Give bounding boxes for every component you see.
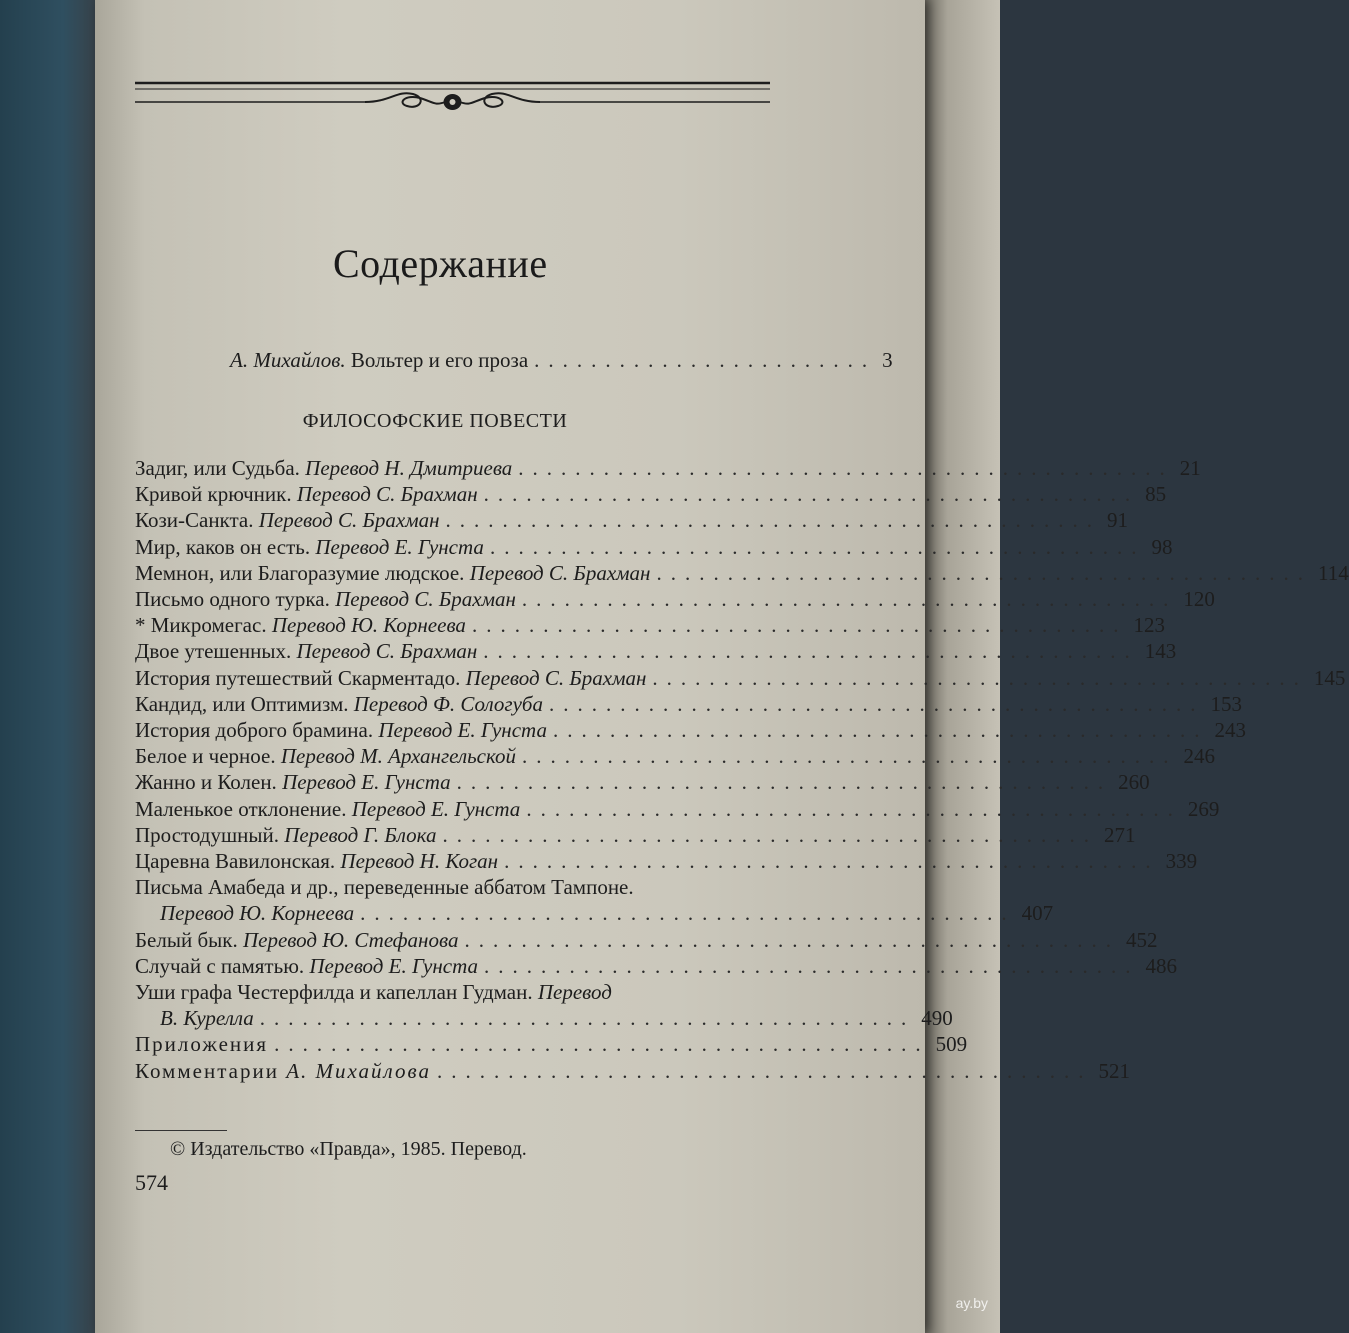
leader-dots: ........................ xyxy=(534,348,877,372)
toc-entry-page: 114 xyxy=(1317,560,1349,585)
toc-entry-page: 91 xyxy=(1107,508,1129,533)
toc-entry-text: Случай с памятью. xyxy=(135,953,305,978)
toc-entry-title xyxy=(135,927,458,953)
toc-entry-title xyxy=(160,1005,254,1031)
toc-entry-text: Вольтер и его проза xyxy=(345,348,529,372)
toc-entry-text: Уши графа Честерфилда и капеллан Гудман. xyxy=(135,980,533,1004)
leader-dots: .............................................. xyxy=(442,822,1098,847)
toc-entry-page: 243 xyxy=(1214,718,1246,742)
toc-entry-page: 521 xyxy=(1098,1058,1130,1083)
leader-dots: .............................................. xyxy=(483,639,1139,664)
toc-entry-translator: Перевод С. Брахман xyxy=(460,665,647,690)
toc-entry-translator: Перевод Н. Дмитриева xyxy=(299,456,513,480)
leader-dots: .............................................. xyxy=(436,1058,1093,1083)
toc-entry xyxy=(135,586,1215,612)
toc-entry-translator: Перевод Е. Гунста xyxy=(346,796,521,821)
leader-dots: .............................................. xyxy=(652,665,1308,690)
toc-entry-text: Царевна Вавилонская. xyxy=(135,849,336,873)
toc-entry-page: 271 xyxy=(1103,822,1136,847)
toc-entry-page: 339 xyxy=(1165,849,1198,873)
leader-dots: .............................................. xyxy=(360,901,1016,926)
toc-entry xyxy=(135,822,1136,848)
toc-entry-title xyxy=(135,1031,268,1057)
toc-entry-text: Приложения xyxy=(135,1032,269,1057)
decorative-ornament xyxy=(135,80,770,116)
leader-dots: .............................................. xyxy=(464,927,1120,952)
toc-entry-title xyxy=(135,560,650,586)
toc-entry-page: 145 xyxy=(1313,665,1346,690)
leader-dots: .............................................. xyxy=(521,587,1178,611)
toc-entry-title xyxy=(135,769,451,795)
toc-entry-title xyxy=(135,874,634,900)
toc-entry-page: 407 xyxy=(1021,901,1054,926)
toc-entry-title xyxy=(135,979,612,1005)
toc-entry-translator: Перевод С. Брахман xyxy=(464,560,651,585)
leader-dots: .............................................. xyxy=(504,849,1160,873)
page-number: 574 xyxy=(135,1170,168,1195)
toc-entry-page: 85 xyxy=(1145,482,1167,507)
toc-entry-text: Кандид, или Оптимизм. xyxy=(135,691,349,716)
toc-entry-translator: Перевод Ю. Стефанова xyxy=(237,927,459,952)
toc-entry-translator: Перевод Ю. Корнеева xyxy=(160,901,355,926)
toc-entry-text: История путешествий Скарментадо. xyxy=(135,665,461,690)
toc-entry xyxy=(135,691,1242,717)
toc-entry-multiline xyxy=(135,874,760,900)
toc-entry-intro xyxy=(230,347,893,373)
toc-entry-text: Мемнон, или Благоразумие людское. xyxy=(135,560,465,585)
watermark: ay.by xyxy=(955,1295,988,1311)
toc-entry-text: Белое и черное. xyxy=(135,744,276,769)
leader-dots: .............................................. xyxy=(445,508,1102,533)
toc-entry-title xyxy=(135,507,440,533)
toc-entry-translator: Перевод С. Брахман xyxy=(253,508,440,533)
toc-entry-page: 153 xyxy=(1210,691,1242,716)
toc-entry-page: 123 xyxy=(1133,613,1165,638)
toc-entry-page: 509 xyxy=(935,1032,968,1057)
copyright-notice: © Издательство «Правда», 1985. Перевод. xyxy=(170,1138,527,1160)
toc-entry-text: Комментарии xyxy=(135,1058,279,1083)
leader-dots: .............................................. xyxy=(489,534,1146,559)
toc-entry-page: 260 xyxy=(1118,770,1150,795)
divider xyxy=(135,1130,227,1131)
toc-entry-page: 143 xyxy=(1144,639,1177,664)
toc-entry-title xyxy=(160,900,354,926)
leader-dots: .............................................. xyxy=(483,482,1140,507)
toc-entry-continuation xyxy=(160,900,1054,926)
toc-entry-translator: Перевод Ф. Сологуба xyxy=(348,691,543,716)
toc-entry-title xyxy=(135,612,466,638)
toc-entry xyxy=(135,560,1349,586)
leader-dots: .............................................. xyxy=(471,613,1128,638)
toc-entry-page: 269 xyxy=(1187,796,1220,821)
toc-entry-comments xyxy=(135,1058,1130,1084)
toc-entry-continuation xyxy=(160,1005,953,1031)
toc-entry-translator: Перевод С. Брахман xyxy=(291,639,478,664)
leader-dots: .............................................. xyxy=(518,456,1174,480)
leader-dots: .............................................. xyxy=(484,953,1140,978)
toc-entry-title xyxy=(135,455,512,481)
toc-entry-translator: Перевод Г. Блока xyxy=(279,822,437,847)
leader-dots: .............................................. xyxy=(274,1032,930,1057)
toc-entry xyxy=(135,717,1246,743)
toc-entry-title xyxy=(135,481,478,507)
toc-entry-page: 21 xyxy=(1179,456,1201,480)
toc-entry-translator: А. Михайлова xyxy=(278,1058,431,1083)
toc-entry-translator: В. Курелла xyxy=(160,1006,254,1031)
toc-entry-text: Мир, каков он есть. xyxy=(135,534,311,559)
toc-entry-page: 452 xyxy=(1125,927,1158,952)
toc-entry-title xyxy=(135,691,543,717)
leader-dots: .............................................. xyxy=(522,744,1178,769)
toc-entry-text: Письмо одного турка. xyxy=(135,587,330,611)
toc-entry-page: 120 xyxy=(1183,587,1215,611)
toc-entry-text: Кривой крючник. xyxy=(135,482,292,507)
toc-entry-translator: Перевод С. Брахман xyxy=(329,587,516,611)
toc-entry xyxy=(135,848,1198,874)
toc-entry xyxy=(135,507,1129,533)
toc-entry xyxy=(135,796,1220,822)
toc-entry-translator: Перевод Н. Коган xyxy=(335,849,499,873)
toc-entry-page: 490 xyxy=(921,1006,953,1031)
toc-entry-text: Маленькое отклонение. xyxy=(135,796,347,821)
leader-dots: .............................................. xyxy=(259,1006,916,1031)
toc-entry-page: 246 xyxy=(1183,744,1216,769)
toc-entry-translator: Перевод Е. Гунста xyxy=(276,770,451,795)
toc-entry-title xyxy=(135,638,477,664)
toc-entry xyxy=(135,743,1216,769)
toc-entry xyxy=(135,612,1165,638)
toc-entry-text: Письма Амабеда и др., переведенные аббатом Тампоне. xyxy=(135,875,634,900)
leader-dots: .............................................. xyxy=(656,560,1312,585)
toc-entry-translator: Перевод М. Архангельской xyxy=(275,744,517,769)
toc-entry xyxy=(135,455,1201,481)
leader-dots: .............................................. xyxy=(456,770,1113,795)
toc-entry-text: Простодушный. xyxy=(135,822,279,847)
toc-entry-title xyxy=(230,347,528,373)
toc-entry xyxy=(135,953,1177,979)
toc-entry xyxy=(135,665,1346,691)
toc-entry-text: История доброго брамина. xyxy=(135,718,374,742)
toc-entry-translator: Перевод Ю. Корнеева xyxy=(266,613,466,638)
toc-entry-title xyxy=(135,717,547,743)
toc-entry-translator: Перевод С. Брахман xyxy=(291,482,478,507)
toc-entry-title xyxy=(135,586,516,612)
toc-entry-text: Двое утешенных. xyxy=(135,639,292,664)
leader-dots: .............................................. xyxy=(552,718,1209,742)
toc-entry-translator: Перевод Е. Гунста xyxy=(310,534,484,559)
toc-entry-page: 3 xyxy=(882,348,893,372)
toc-entry xyxy=(135,927,1158,953)
toc-entry-title xyxy=(135,953,478,979)
section-heading: ФИЛОСОФСКИЕ ПОВЕСТИ xyxy=(302,410,568,432)
page-title: Содержание xyxy=(333,241,548,286)
toc-entry-translator: Перевод Е. Гунста xyxy=(373,718,547,742)
toc-entry-title xyxy=(135,534,484,560)
toc-entry-text: * Микромегас. xyxy=(135,613,267,638)
toc-entry-translator: Перевод xyxy=(532,980,612,1004)
toc-entry xyxy=(135,638,1177,664)
toc-entry-text: Кози-Санкта. xyxy=(135,508,254,533)
toc-entry-title xyxy=(135,796,520,822)
toc-entry-title xyxy=(135,665,646,691)
toc-entry-text: Жанно и Колен. xyxy=(135,770,277,795)
leader-dots: .............................................. xyxy=(526,796,1182,821)
toc-entry xyxy=(135,534,1173,560)
book-cover-edge xyxy=(0,0,105,1333)
toc-entry xyxy=(135,769,1150,795)
toc-entry-page: 98 xyxy=(1151,534,1173,559)
leader-dots: .............................................. xyxy=(549,691,1205,716)
toc-entry-text: Белый бык. xyxy=(135,927,238,952)
toc-entry-appendix xyxy=(135,1031,968,1057)
toc-entry xyxy=(135,481,1167,507)
toc-entry-translator: Перевод Е. Гунста xyxy=(304,953,478,978)
toc-entry-title xyxy=(135,848,498,874)
toc-entry-text: Задиг, или Судьба. xyxy=(135,456,300,480)
toc-entry-page: 486 xyxy=(1145,953,1177,978)
toc-entry-author: А. Михайлов. xyxy=(230,348,346,372)
toc-entry-title xyxy=(135,822,436,848)
toc-entry-title xyxy=(135,743,516,769)
toc-entry-title xyxy=(135,1058,431,1084)
toc-entry-multiline xyxy=(135,979,760,1005)
